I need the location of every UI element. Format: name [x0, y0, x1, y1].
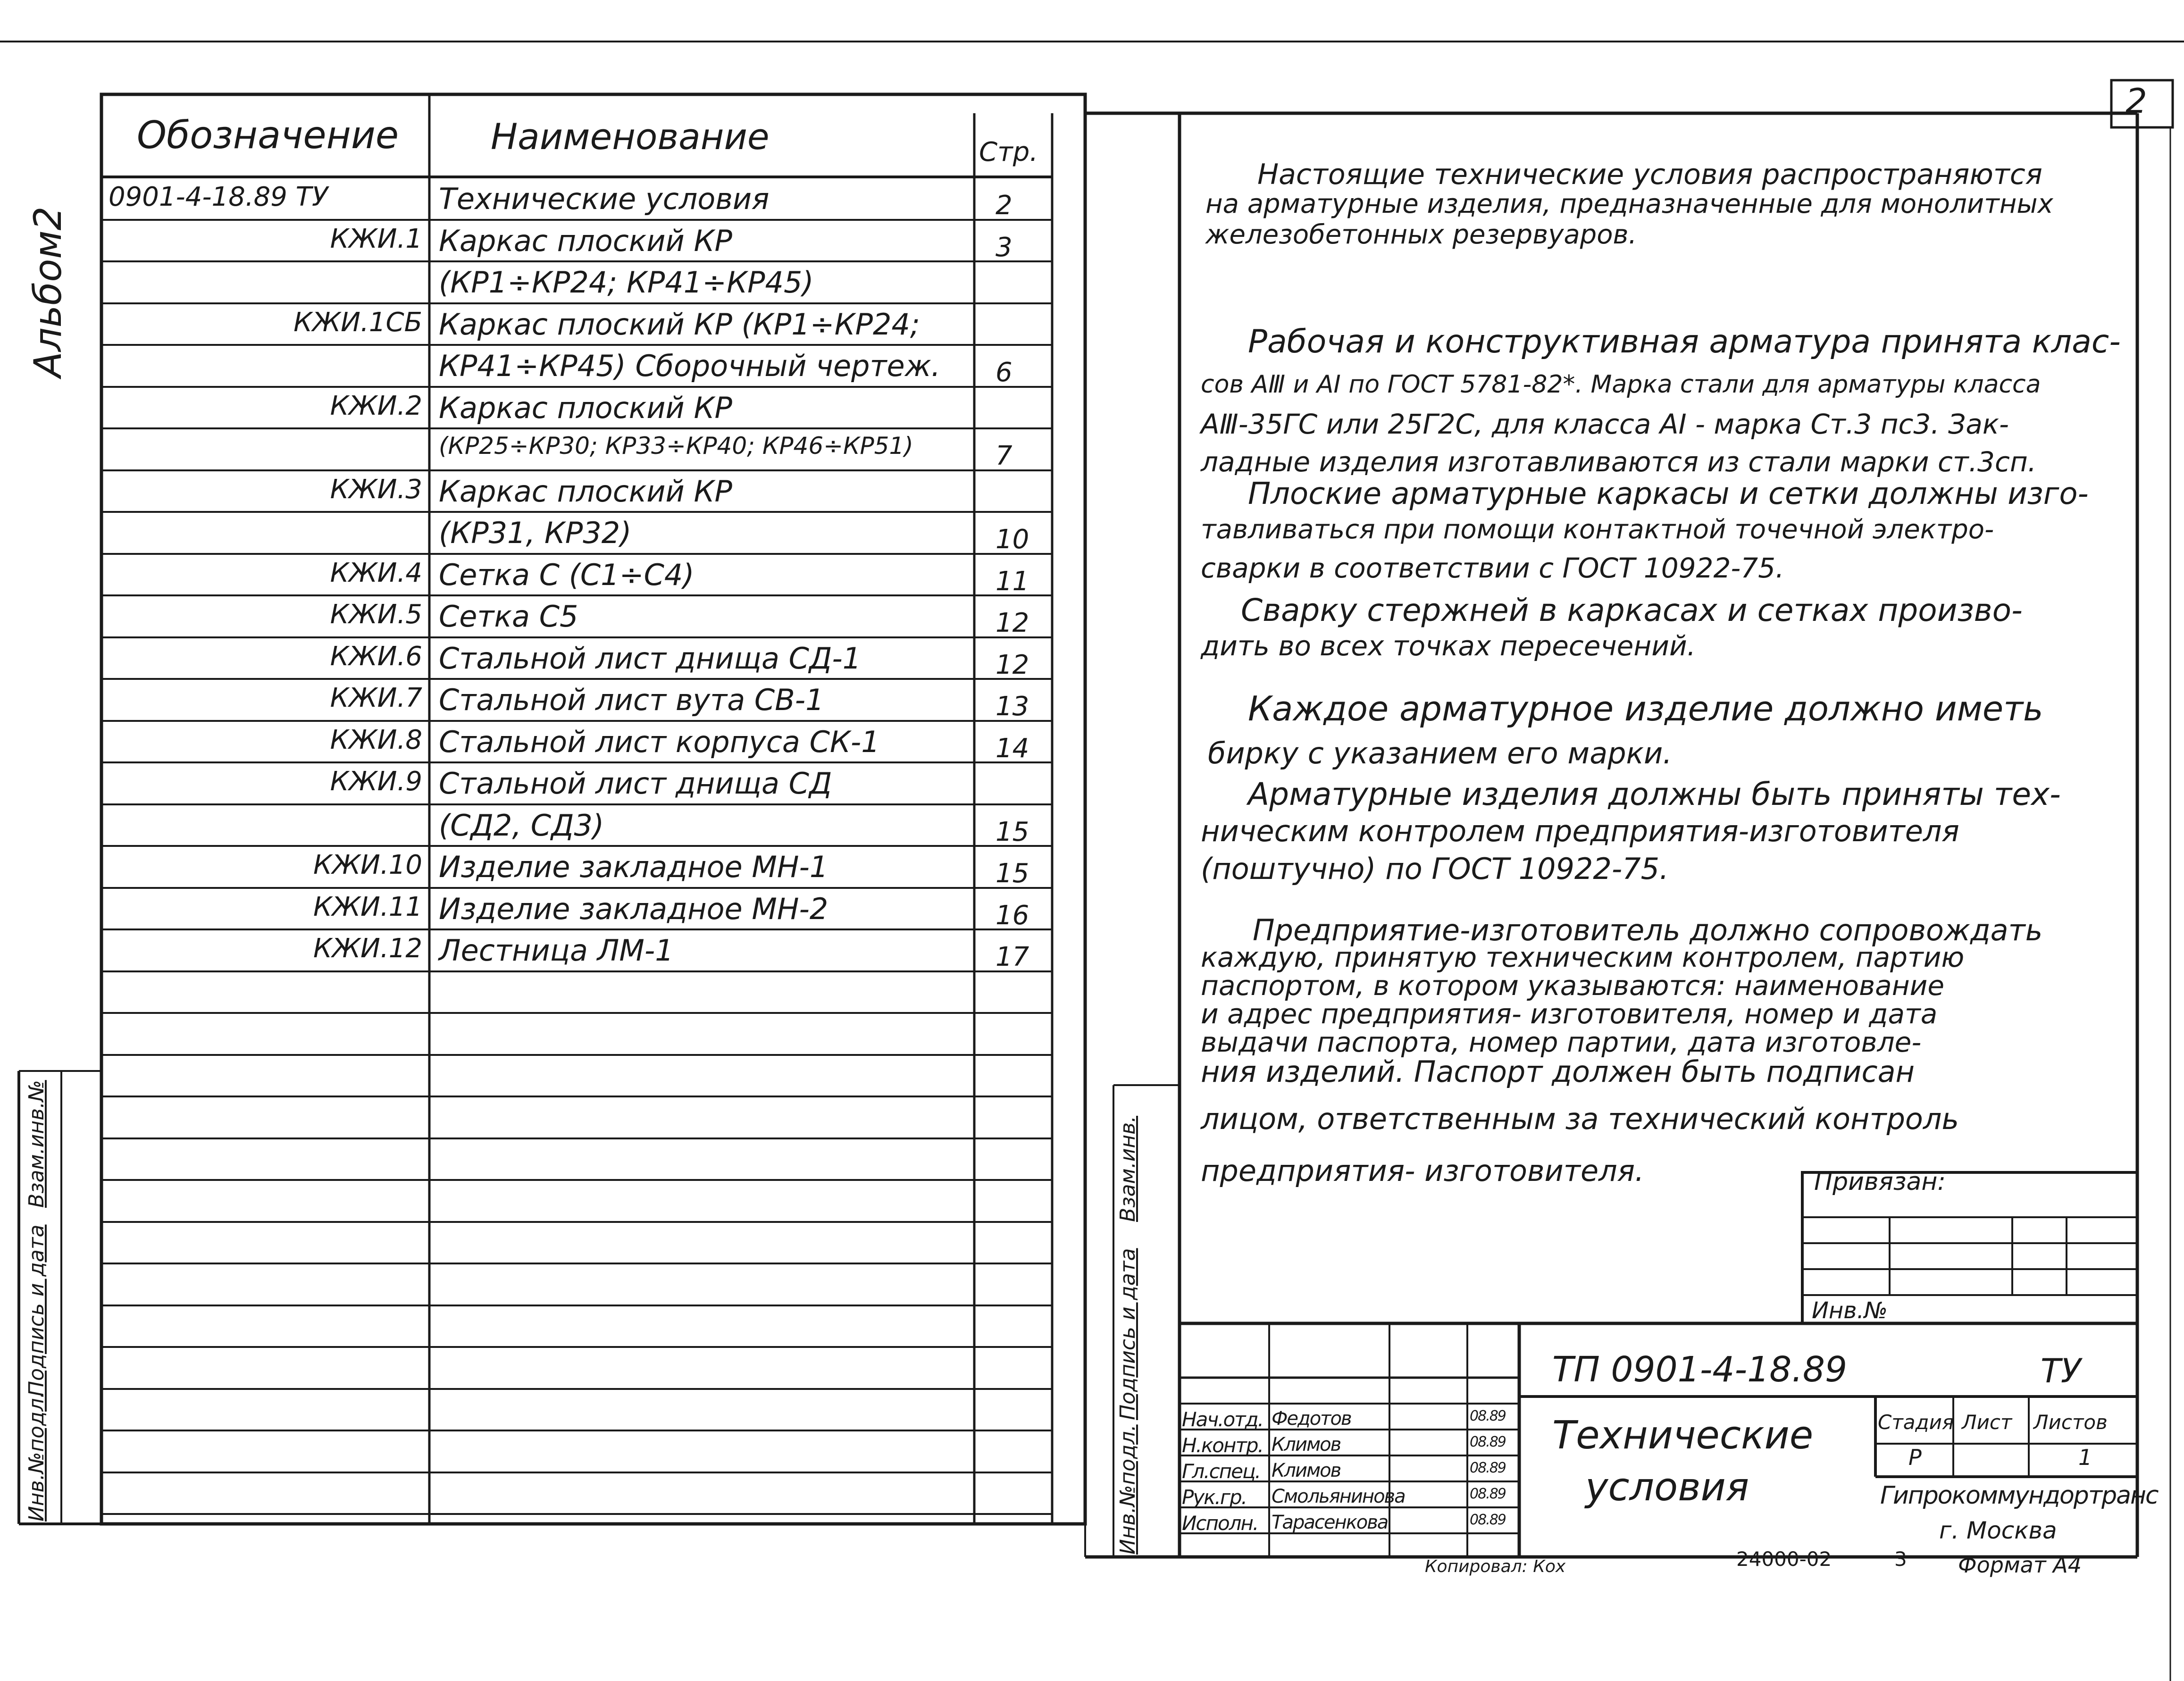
signature-name: Смольянинова: [1272, 1486, 1405, 1507]
footer-index: 3: [1894, 1547, 1907, 1571]
text-line: дить во всех точках пересечений.: [1201, 630, 1696, 662]
stage-header: Стадия: [1878, 1411, 1954, 1434]
text-line: каждую, принятую техническим контролем, партию: [1201, 941, 1965, 973]
footer-format: Формат А4: [1958, 1552, 2082, 1578]
document-title-line2: условия: [1585, 1465, 1749, 1510]
text-line: сварки в соответствии с ГОСТ 10922-75.: [1201, 552, 1784, 584]
signature-name: Климов: [1272, 1460, 1341, 1481]
signature-name: Климов: [1272, 1434, 1341, 1455]
footer-copied: Копировал: Кох: [1425, 1557, 1566, 1576]
table-row-line: [101, 1513, 1052, 1515]
row-designation: 0901-4-18.89 ТУ: [109, 182, 328, 212]
right-stamp-signature: Подпись и дата: [1116, 1248, 1140, 1420]
table-row-line: [101, 636, 1052, 638]
text-line: бирку с указанием его марки.: [1208, 736, 1673, 770]
row-page: 10: [996, 524, 1029, 555]
row-name: Каркас плоский КР: [439, 390, 732, 425]
header-designation: Обозначение: [137, 113, 399, 157]
table-row-line: [101, 1054, 1052, 1056]
table-row-line: [101, 761, 1052, 763]
table-row-line: [101, 344, 1052, 346]
signature-date: 08.89: [1470, 1434, 1506, 1450]
row-page: 14: [996, 733, 1029, 764]
table-row-line: [101, 1472, 1052, 1473]
text-line: Арматурные изделия должны быть приняты тех-: [1248, 776, 2061, 812]
text-line: сов АⅢ и АⅠ по ГОСТ 5781-82*. Марка стали для арматуры класса: [1201, 370, 2041, 399]
table-row-line: [101, 302, 1052, 304]
text-line: Рабочая и конструктивная арматура принята клас-: [1248, 323, 2121, 360]
table-row-line: [101, 219, 1052, 221]
document-code: ТП 0901-4-18.89: [1552, 1349, 1848, 1390]
table-row-line: [101, 427, 1052, 429]
row-page: 3: [996, 232, 1013, 263]
text-line: и адрес предприятия- изготовителя, номер и дата: [1201, 998, 1938, 1030]
text-line: ладные изделия изготавливаются из стали марки ст.3сп.: [1201, 446, 2037, 478]
row-page: 6: [996, 357, 1013, 388]
table-row-line: [101, 803, 1052, 805]
table-row-line: [101, 928, 1052, 930]
table-row-line: [101, 845, 1052, 847]
sheets-header: Листов: [2033, 1411, 2108, 1434]
text-line: лицом, ответственным за технический контроль: [1201, 1102, 1959, 1136]
text-line: АⅢ-35ГС или 25Г2С, для класса АⅠ - марка Ст.3 пс3. Зак-: [1201, 408, 2009, 440]
text-line: ническим контролем предприятия-изготовителя: [1201, 814, 1959, 848]
table-row-line: [101, 1346, 1052, 1348]
row-name: Каркас плоский КР: [439, 223, 732, 258]
row-name: Стальной лист днища СД-1: [439, 641, 862, 676]
row-page: 15: [996, 858, 1029, 889]
row-designation: КЖИ.4: [330, 557, 422, 588]
document-title-line1: Технические: [1552, 1413, 1814, 1458]
row-designation: КЖИ.3: [330, 474, 422, 505]
header-name: Наименование: [491, 116, 770, 158]
row-designation: КЖИ.5: [330, 599, 422, 630]
signature-role: Рук.гр.: [1182, 1486, 1247, 1509]
row-page: 17: [996, 942, 1029, 972]
row-name: Сетка С5: [439, 599, 578, 634]
table-row-line: [101, 1096, 1052, 1097]
text-line: Настоящие технические условия распространяются: [1257, 158, 2042, 191]
binding-linked-label: Привязан:: [1814, 1168, 1946, 1196]
stage-value: Р: [1908, 1445, 1922, 1470]
table-row-line: [101, 260, 1052, 262]
row-designation: КЖИ.7: [330, 683, 422, 713]
row-designation: КЖИ.9: [330, 766, 422, 797]
row-name: Стальной лист днища СД: [439, 766, 832, 801]
row-name: (СД2, СД3): [439, 808, 604, 843]
table-row-line: [101, 970, 1052, 972]
organization-city: г. Москва: [1939, 1517, 2057, 1544]
signature-role: Н.контр.: [1182, 1434, 1263, 1457]
text-line: паспортом, в котором указываются: наименование: [1201, 970, 1945, 1002]
signature-role: Исполн.: [1182, 1512, 1258, 1535]
table-row-line: [101, 678, 1052, 680]
text-line: (поштучно) по ГОСТ 10922-75.: [1201, 852, 1669, 886]
row-name: КР41÷КР45) Сборочный чертеж.: [439, 349, 941, 383]
row-name: Сетка С (С1÷С4): [439, 557, 695, 592]
row-designation: КЖИ.1СБ: [293, 307, 422, 338]
table-row-line: [101, 594, 1052, 596]
organization-name: Гипрокоммундортранс: [1880, 1481, 2158, 1510]
signature-date: 08.89: [1470, 1486, 1506, 1502]
row-name: Каркас плоский КР (КР1÷КР24;: [439, 307, 920, 342]
right-stamp-inv: Инв.№подл.: [1116, 1424, 1140, 1555]
table-row-line: [101, 887, 1052, 889]
row-page: 12: [996, 608, 1029, 638]
row-name: Стальной лист вута СВ-1: [439, 683, 824, 717]
row-name: (КР31, КР32): [439, 516, 632, 550]
table-row-line: [101, 386, 1052, 388]
row-designation: КЖИ.10: [313, 850, 422, 880]
footer-number: 24000-02: [1736, 1547, 1832, 1571]
signature-date: 08.89: [1470, 1460, 1506, 1476]
row-page: 16: [996, 900, 1029, 931]
text-line: Предприятие-изготовитель должно сопровождать: [1253, 913, 2043, 947]
binding-inv-label: Инв.№: [1812, 1297, 1888, 1324]
signature-date: 08.89: [1470, 1408, 1506, 1424]
row-name: Стальной лист корпуса СК-1: [439, 724, 880, 759]
document-type: ТУ: [2041, 1352, 2081, 1390]
album-label: Альбом2: [26, 206, 70, 377]
table-row-line: [101, 469, 1052, 471]
signature-role: Нач.отд.: [1182, 1408, 1264, 1431]
table-row-line: [101, 720, 1052, 722]
row-name: (КР1÷КР24; КР41÷КР45): [439, 265, 814, 300]
signature-role: Гл.спец.: [1182, 1460, 1260, 1483]
right-stamp-replace: Взам.инв.: [1116, 1115, 1140, 1222]
table-row-line: [101, 1263, 1052, 1264]
row-page: 7: [996, 441, 1013, 471]
table-row-line: [101, 511, 1052, 513]
row-name: Технические условия: [439, 182, 770, 216]
text-line: на арматурные изделия, предназначенные для монолитных: [1205, 189, 2053, 219]
sheets-value: 1: [2078, 1445, 2092, 1470]
row-page: 13: [996, 691, 1029, 722]
text-line: Сварку стержней в каркасах и сетках произво-: [1241, 592, 2023, 628]
text-line: Плоские арматурные каркасы и сетки должны изго-: [1248, 477, 2089, 511]
signature-name: Федотов: [1272, 1408, 1351, 1430]
row-page: 12: [996, 649, 1029, 680]
signature-name: Тарасенкова: [1272, 1512, 1388, 1533]
text-line: предприятия- изготовителя.: [1201, 1154, 1644, 1188]
table-row-line: [101, 1137, 1052, 1139]
sheet-number: 2: [2125, 81, 2147, 121]
table-row-line: [101, 1221, 1052, 1223]
header-page: Стр.: [979, 137, 1038, 167]
row-page: 2: [996, 190, 1013, 221]
left-stamp-inv: Инв.№подл.: [25, 1391, 49, 1522]
table-row-line: [101, 1179, 1052, 1181]
left-stamp-replace: Взам.инв.№: [25, 1080, 49, 1208]
left-stamp-signature: Подпись и дата: [25, 1224, 49, 1397]
text-line: железобетонных резервуаров.: [1205, 219, 1637, 250]
row-name: Каркас плоский КР: [439, 474, 732, 509]
table-row-line: [101, 1430, 1052, 1431]
row-page: 11: [996, 566, 1029, 597]
row-designation: КЖИ.1: [330, 223, 422, 254]
table-row-line: [101, 1388, 1052, 1390]
row-name: Изделие закладное МН-1: [439, 850, 828, 884]
row-name: (КР25÷КР30; КР33÷КР40; КР46÷КР51): [439, 432, 913, 460]
text-line: тавливаться при помощи контактной точечной электро-: [1201, 514, 1994, 545]
text-line: Каждое арматурное изделие должно иметь: [1248, 689, 2043, 728]
table-row-line: [101, 1305, 1052, 1306]
row-page: 15: [996, 816, 1029, 847]
row-designation: КЖИ.6: [330, 641, 422, 672]
row-designation: КЖИ.12: [313, 933, 422, 964]
sheet-header: Лист: [1962, 1411, 2012, 1434]
row-name: Изделие закладное МН-2: [439, 891, 828, 926]
signature-date: 08.89: [1470, 1512, 1506, 1528]
table-row-line: [101, 1012, 1052, 1014]
text-line: выдачи паспорта, номер партии, дата изготовле-: [1201, 1026, 1922, 1058]
table-row-line: [101, 553, 1052, 555]
row-name: Лестница ЛМ-1: [439, 933, 674, 968]
text-line: ния изделий. Паспорт должен быть подписан: [1201, 1054, 1915, 1089]
row-designation: КЖИ.8: [330, 724, 422, 755]
row-designation: КЖИ.11: [313, 891, 422, 922]
row-designation: КЖИ.2: [330, 390, 422, 421]
